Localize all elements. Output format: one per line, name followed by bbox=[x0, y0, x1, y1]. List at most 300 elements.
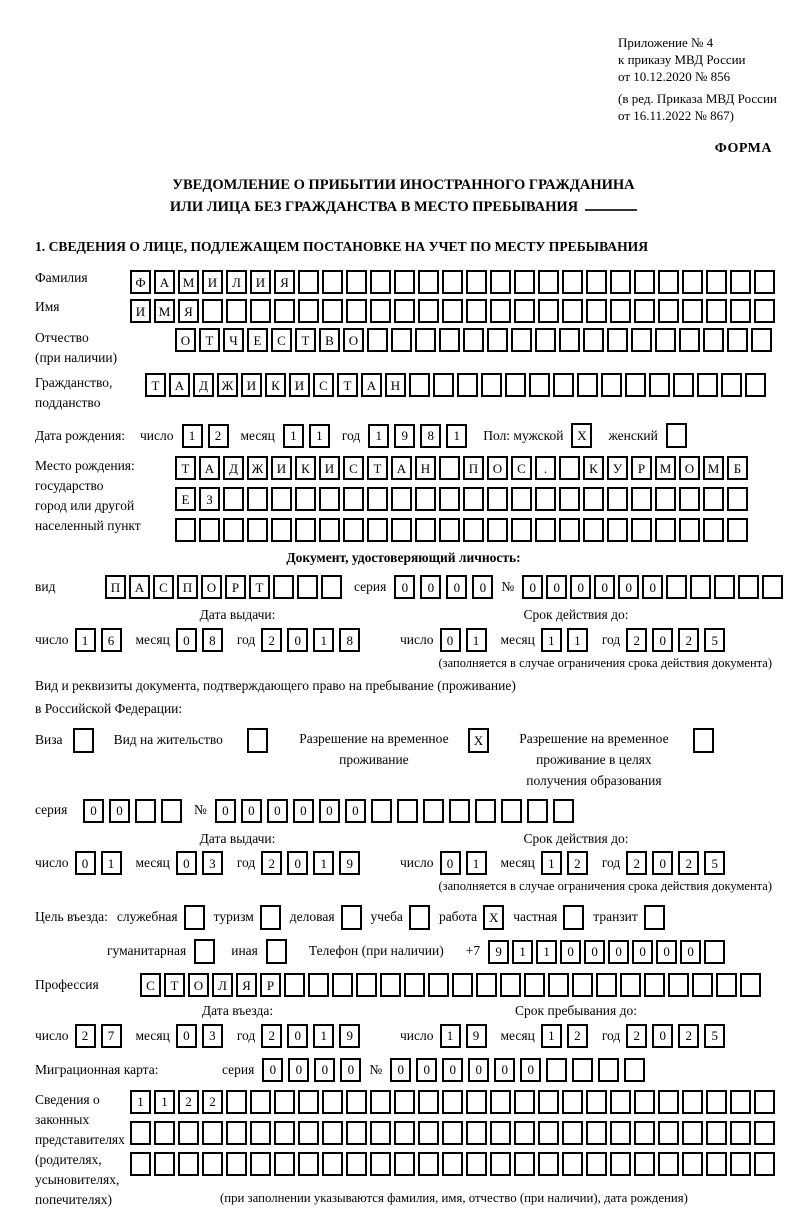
char-cell[interactable]: О bbox=[343, 328, 364, 352]
char-cell[interactable]: 0 bbox=[442, 1058, 463, 1082]
char-cell[interactable]: 1 bbox=[75, 628, 96, 652]
char-cell[interactable]: 2 bbox=[626, 851, 647, 875]
char-cell[interactable] bbox=[409, 373, 430, 397]
char-cell[interactable] bbox=[423, 799, 444, 823]
char-cell[interactable]: 0 bbox=[680, 940, 701, 964]
char-cell[interactable] bbox=[721, 373, 742, 397]
char-cell[interactable] bbox=[610, 1152, 631, 1176]
char-cell[interactable]: 0 bbox=[293, 799, 314, 823]
char-cell[interactable]: 2 bbox=[678, 1024, 699, 1048]
res-valid-month-boxes[interactable] bbox=[541, 851, 588, 875]
char-cell[interactable]: С bbox=[313, 373, 334, 397]
char-cell[interactable] bbox=[428, 973, 449, 997]
stay-day-boxes[interactable] bbox=[440, 1024, 487, 1048]
char-cell[interactable] bbox=[466, 1121, 487, 1145]
char-cell[interactable]: З bbox=[199, 487, 220, 511]
char-cell[interactable] bbox=[271, 518, 292, 542]
char-cell[interactable] bbox=[745, 373, 766, 397]
char-cell[interactable]: 0 bbox=[390, 1058, 411, 1082]
char-cell[interactable]: 1 bbox=[536, 940, 557, 964]
char-cell[interactable]: П bbox=[177, 575, 198, 599]
char-cell[interactable] bbox=[706, 270, 727, 294]
char-cell[interactable]: 0 bbox=[420, 575, 441, 599]
char-cell[interactable] bbox=[754, 270, 775, 294]
id-valid-day-boxes[interactable] bbox=[440, 628, 487, 652]
char-cell[interactable]: П bbox=[105, 575, 126, 599]
char-cell[interactable]: 2 bbox=[261, 1024, 282, 1048]
char-cell[interactable] bbox=[658, 299, 679, 323]
char-cell[interactable] bbox=[298, 1090, 319, 1114]
char-cell[interactable] bbox=[226, 1121, 247, 1145]
char-cell[interactable]: О bbox=[487, 456, 508, 480]
char-cell[interactable] bbox=[682, 270, 703, 294]
id-issue-year-boxes[interactable] bbox=[261, 628, 360, 652]
char-cell[interactable]: Е bbox=[247, 328, 268, 352]
char-cell[interactable]: Р bbox=[260, 973, 281, 997]
char-cell[interactable]: Т bbox=[249, 575, 270, 599]
char-cell[interactable]: Я bbox=[178, 299, 199, 323]
char-cell[interactable] bbox=[247, 487, 268, 511]
char-cell[interactable] bbox=[394, 270, 415, 294]
char-cell[interactable]: 1 bbox=[541, 851, 562, 875]
char-cell[interactable] bbox=[730, 299, 751, 323]
char-cell[interactable] bbox=[154, 1152, 175, 1176]
char-cell[interactable] bbox=[202, 1121, 223, 1145]
char-cell[interactable] bbox=[610, 1121, 631, 1145]
char-cell[interactable]: У bbox=[607, 456, 628, 480]
char-cell[interactable]: 0 bbox=[287, 851, 308, 875]
char-cell[interactable] bbox=[658, 1152, 679, 1176]
char-cell[interactable] bbox=[559, 328, 580, 352]
char-cell[interactable]: О bbox=[201, 575, 222, 599]
birth-year-boxes[interactable] bbox=[368, 424, 467, 448]
stay-month-boxes[interactable] bbox=[541, 1024, 588, 1048]
char-cell[interactable] bbox=[367, 328, 388, 352]
char-cell[interactable]: 9 bbox=[339, 851, 360, 875]
char-cell[interactable]: 9 bbox=[339, 1024, 360, 1048]
char-cell[interactable] bbox=[644, 973, 665, 997]
res-issue-day-boxes[interactable] bbox=[75, 851, 122, 875]
temp-residence-checkbox[interactable]: X bbox=[468, 728, 489, 753]
char-cell[interactable] bbox=[559, 487, 580, 511]
char-cell[interactable]: К bbox=[295, 456, 316, 480]
char-cell[interactable]: 0 bbox=[176, 851, 197, 875]
char-cell[interactable]: О bbox=[679, 456, 700, 480]
char-cell[interactable] bbox=[610, 299, 631, 323]
char-cell[interactable] bbox=[250, 1090, 271, 1114]
char-cell[interactable] bbox=[562, 1152, 583, 1176]
patronymic-boxes[interactable] bbox=[175, 328, 772, 352]
char-cell[interactable] bbox=[754, 1121, 775, 1145]
char-cell[interactable] bbox=[322, 270, 343, 294]
char-cell[interactable]: Л bbox=[226, 270, 247, 294]
char-cell[interactable] bbox=[586, 270, 607, 294]
char-cell[interactable] bbox=[690, 575, 711, 599]
firstname-boxes[interactable] bbox=[130, 299, 775, 323]
char-cell[interactable] bbox=[553, 373, 574, 397]
char-cell[interactable] bbox=[247, 518, 268, 542]
char-cell[interactable] bbox=[457, 373, 478, 397]
char-cell[interactable]: К bbox=[265, 373, 286, 397]
phone-boxes[interactable] bbox=[488, 940, 725, 964]
res-valid-year-boxes[interactable] bbox=[626, 851, 725, 875]
char-cell[interactable] bbox=[371, 799, 392, 823]
char-cell[interactable] bbox=[754, 1152, 775, 1176]
char-cell[interactable]: 1 bbox=[313, 628, 334, 652]
char-cell[interactable]: 0 bbox=[494, 1058, 515, 1082]
char-cell[interactable] bbox=[346, 1090, 367, 1114]
char-cell[interactable]: Ф bbox=[130, 270, 151, 294]
char-cell[interactable] bbox=[284, 973, 305, 997]
birth-month-boxes[interactable] bbox=[283, 424, 330, 448]
char-cell[interactable] bbox=[583, 487, 604, 511]
char-cell[interactable] bbox=[610, 270, 631, 294]
char-cell[interactable] bbox=[658, 1090, 679, 1114]
char-cell[interactable] bbox=[367, 487, 388, 511]
char-cell[interactable] bbox=[404, 973, 425, 997]
char-cell[interactable] bbox=[346, 1121, 367, 1145]
char-cell[interactable] bbox=[514, 1090, 535, 1114]
char-cell[interactable] bbox=[394, 1152, 415, 1176]
char-cell[interactable]: 1 bbox=[101, 851, 122, 875]
char-cell[interactable] bbox=[135, 799, 156, 823]
char-cell[interactable] bbox=[346, 1152, 367, 1176]
char-cell[interactable]: О bbox=[188, 973, 209, 997]
char-cell[interactable] bbox=[601, 373, 622, 397]
birth-day-boxes[interactable] bbox=[182, 424, 229, 448]
char-cell[interactable] bbox=[727, 487, 748, 511]
char-cell[interactable] bbox=[738, 575, 759, 599]
profession-boxes[interactable] bbox=[140, 973, 761, 997]
char-cell[interactable]: Р bbox=[225, 575, 246, 599]
char-cell[interactable]: 0 bbox=[394, 575, 415, 599]
char-cell[interactable] bbox=[418, 299, 439, 323]
id-valid-month-boxes[interactable] bbox=[541, 628, 588, 652]
char-cell[interactable]: 0 bbox=[440, 851, 461, 875]
char-cell[interactable] bbox=[727, 328, 748, 352]
char-cell[interactable]: 0 bbox=[83, 799, 104, 823]
char-cell[interactable]: Т bbox=[145, 373, 166, 397]
char-cell[interactable]: 0 bbox=[652, 628, 673, 652]
char-cell[interactable]: 0 bbox=[176, 628, 197, 652]
char-cell[interactable] bbox=[559, 518, 580, 542]
reps-row2-boxes[interactable] bbox=[130, 1121, 775, 1145]
char-cell[interactable] bbox=[346, 270, 367, 294]
char-cell[interactable] bbox=[631, 328, 652, 352]
char-cell[interactable] bbox=[322, 1152, 343, 1176]
char-cell[interactable]: 9 bbox=[394, 424, 415, 448]
id-issue-month-boxes[interactable] bbox=[176, 628, 223, 652]
char-cell[interactable]: 1 bbox=[446, 424, 467, 448]
char-cell[interactable] bbox=[514, 270, 535, 294]
char-cell[interactable]: 2 bbox=[626, 628, 647, 652]
char-cell[interactable]: П bbox=[463, 456, 484, 480]
char-cell[interactable]: 1 bbox=[182, 424, 203, 448]
char-cell[interactable] bbox=[490, 1090, 511, 1114]
char-cell[interactable] bbox=[703, 487, 724, 511]
char-cell[interactable]: 0 bbox=[522, 575, 543, 599]
char-cell[interactable] bbox=[634, 270, 655, 294]
sex-female-checkbox[interactable] bbox=[666, 423, 687, 448]
char-cell[interactable]: 0 bbox=[241, 799, 262, 823]
char-cell[interactable] bbox=[668, 973, 689, 997]
reps-row3-boxes[interactable] bbox=[130, 1152, 775, 1176]
char-cell[interactable] bbox=[418, 1090, 439, 1114]
char-cell[interactable]: 2 bbox=[261, 628, 282, 652]
char-cell[interactable]: 5 bbox=[704, 628, 725, 652]
char-cell[interactable] bbox=[692, 973, 713, 997]
char-cell[interactable] bbox=[754, 1090, 775, 1114]
res-series-boxes[interactable] bbox=[83, 799, 182, 823]
char-cell[interactable] bbox=[598, 1058, 619, 1082]
char-cell[interactable] bbox=[535, 518, 556, 542]
char-cell[interactable] bbox=[298, 1121, 319, 1145]
entry-day-boxes[interactable] bbox=[75, 1024, 122, 1048]
char-cell[interactable] bbox=[577, 373, 598, 397]
char-cell[interactable] bbox=[343, 518, 364, 542]
char-cell[interactable] bbox=[546, 1058, 567, 1082]
char-cell[interactable] bbox=[449, 799, 470, 823]
char-cell[interactable] bbox=[475, 799, 496, 823]
char-cell[interactable] bbox=[356, 973, 377, 997]
visa-checkbox[interactable] bbox=[73, 728, 94, 753]
char-cell[interactable] bbox=[730, 1121, 751, 1145]
char-cell[interactable] bbox=[562, 1090, 583, 1114]
char-cell[interactable]: 2 bbox=[261, 851, 282, 875]
char-cell[interactable] bbox=[332, 973, 353, 997]
char-cell[interactable]: 0 bbox=[440, 628, 461, 652]
char-cell[interactable] bbox=[727, 518, 748, 542]
char-cell[interactable]: Н bbox=[415, 456, 436, 480]
sex-male-checkbox[interactable]: X bbox=[571, 423, 592, 448]
char-cell[interactable] bbox=[620, 973, 641, 997]
char-cell[interactable] bbox=[514, 1121, 535, 1145]
char-cell[interactable] bbox=[548, 973, 569, 997]
char-cell[interactable] bbox=[298, 299, 319, 323]
char-cell[interactable] bbox=[714, 575, 735, 599]
char-cell[interactable]: 0 bbox=[446, 575, 467, 599]
res-issue-month-boxes[interactable] bbox=[176, 851, 223, 875]
char-cell[interactable] bbox=[706, 299, 727, 323]
char-cell[interactable] bbox=[130, 1152, 151, 1176]
char-cell[interactable]: 0 bbox=[584, 940, 605, 964]
char-cell[interactable] bbox=[297, 575, 318, 599]
char-cell[interactable]: 0 bbox=[287, 628, 308, 652]
char-cell[interactable] bbox=[655, 487, 676, 511]
char-cell[interactable]: 1 bbox=[466, 851, 487, 875]
char-cell[interactable] bbox=[610, 1090, 631, 1114]
char-cell[interactable]: 0 bbox=[109, 799, 130, 823]
char-cell[interactable]: 1 bbox=[466, 628, 487, 652]
char-cell[interactable] bbox=[583, 328, 604, 352]
char-cell[interactable] bbox=[367, 518, 388, 542]
char-cell[interactable]: Я bbox=[274, 270, 295, 294]
char-cell[interactable] bbox=[655, 328, 676, 352]
residence-permit-checkbox[interactable] bbox=[247, 728, 268, 753]
char-cell[interactable]: . bbox=[535, 456, 556, 480]
char-cell[interactable] bbox=[631, 518, 652, 542]
char-cell[interactable] bbox=[308, 973, 329, 997]
char-cell[interactable]: М bbox=[154, 299, 175, 323]
char-cell[interactable]: 0 bbox=[656, 940, 677, 964]
char-cell[interactable]: Е bbox=[175, 487, 196, 511]
char-cell[interactable] bbox=[511, 518, 532, 542]
char-cell[interactable]: 3 bbox=[202, 851, 223, 875]
char-cell[interactable] bbox=[250, 1152, 271, 1176]
char-cell[interactable] bbox=[704, 940, 725, 964]
char-cell[interactable] bbox=[343, 487, 364, 511]
char-cell[interactable]: Д bbox=[223, 456, 244, 480]
char-cell[interactable] bbox=[442, 270, 463, 294]
char-cell[interactable]: А bbox=[169, 373, 190, 397]
char-cell[interactable]: 0 bbox=[319, 799, 340, 823]
char-cell[interactable] bbox=[298, 1152, 319, 1176]
char-cell[interactable]: А bbox=[361, 373, 382, 397]
id-valid-year-boxes[interactable] bbox=[626, 628, 725, 652]
mig-series-boxes[interactable] bbox=[262, 1058, 361, 1082]
char-cell[interactable] bbox=[607, 518, 628, 542]
char-cell[interactable] bbox=[538, 270, 559, 294]
char-cell[interactable]: 0 bbox=[652, 1024, 673, 1048]
char-cell[interactable] bbox=[394, 1121, 415, 1145]
char-cell[interactable]: 0 bbox=[594, 575, 615, 599]
char-cell[interactable] bbox=[487, 328, 508, 352]
char-cell[interactable] bbox=[226, 1090, 247, 1114]
char-cell[interactable] bbox=[271, 487, 292, 511]
char-cell[interactable]: 1 bbox=[309, 424, 330, 448]
char-cell[interactable] bbox=[452, 973, 473, 997]
char-cell[interactable] bbox=[751, 328, 772, 352]
char-cell[interactable]: 0 bbox=[176, 1024, 197, 1048]
transit-checkbox[interactable] bbox=[644, 905, 665, 930]
res-number-boxes[interactable] bbox=[215, 799, 574, 823]
char-cell[interactable] bbox=[481, 373, 502, 397]
char-cell[interactable] bbox=[730, 270, 751, 294]
char-cell[interactable] bbox=[161, 799, 182, 823]
char-cell[interactable]: Т bbox=[337, 373, 358, 397]
char-cell[interactable] bbox=[274, 1152, 295, 1176]
char-cell[interactable]: А bbox=[154, 270, 175, 294]
char-cell[interactable]: 0 bbox=[652, 851, 673, 875]
char-cell[interactable] bbox=[679, 487, 700, 511]
char-cell[interactable]: 1 bbox=[368, 424, 389, 448]
char-cell[interactable] bbox=[322, 1121, 343, 1145]
char-cell[interactable]: А bbox=[129, 575, 150, 599]
char-cell[interactable] bbox=[586, 1121, 607, 1145]
char-cell[interactable] bbox=[562, 1121, 583, 1145]
char-cell[interactable] bbox=[562, 299, 583, 323]
char-cell[interactable] bbox=[295, 518, 316, 542]
citizenship-boxes[interactable] bbox=[145, 373, 766, 397]
char-cell[interactable]: 2 bbox=[678, 628, 699, 652]
char-cell[interactable]: И bbox=[202, 270, 223, 294]
char-cell[interactable] bbox=[706, 1121, 727, 1145]
business-checkbox[interactable] bbox=[341, 905, 362, 930]
char-cell[interactable] bbox=[634, 1090, 655, 1114]
char-cell[interactable]: 0 bbox=[262, 1058, 283, 1082]
stay-year-boxes[interactable] bbox=[626, 1024, 725, 1048]
char-cell[interactable] bbox=[391, 328, 412, 352]
char-cell[interactable] bbox=[322, 299, 343, 323]
mig-number-boxes[interactable] bbox=[390, 1058, 645, 1082]
official-checkbox[interactable] bbox=[184, 905, 205, 930]
char-cell[interactable]: 6 bbox=[101, 628, 122, 652]
char-cell[interactable] bbox=[199, 518, 220, 542]
char-cell[interactable] bbox=[274, 1090, 295, 1114]
char-cell[interactable] bbox=[754, 299, 775, 323]
char-cell[interactable] bbox=[346, 299, 367, 323]
char-cell[interactable] bbox=[476, 973, 497, 997]
char-cell[interactable]: 0 bbox=[287, 1024, 308, 1048]
work-checkbox[interactable]: X bbox=[483, 905, 504, 930]
char-cell[interactable] bbox=[415, 518, 436, 542]
char-cell[interactable]: Д bbox=[193, 373, 214, 397]
char-cell[interactable]: 0 bbox=[472, 575, 493, 599]
char-cell[interactable] bbox=[370, 270, 391, 294]
char-cell[interactable] bbox=[682, 1152, 703, 1176]
entry-year-boxes[interactable] bbox=[261, 1024, 360, 1048]
char-cell[interactable] bbox=[538, 1090, 559, 1114]
char-cell[interactable]: Ж bbox=[247, 456, 268, 480]
char-cell[interactable]: С bbox=[343, 456, 364, 480]
char-cell[interactable] bbox=[391, 487, 412, 511]
char-cell[interactable]: 0 bbox=[560, 940, 581, 964]
char-cell[interactable]: 7 bbox=[101, 1024, 122, 1048]
char-cell[interactable] bbox=[490, 270, 511, 294]
char-cell[interactable] bbox=[319, 518, 340, 542]
char-cell[interactable]: 1 bbox=[567, 628, 588, 652]
char-cell[interactable] bbox=[175, 518, 196, 542]
char-cell[interactable]: 2 bbox=[178, 1090, 199, 1114]
humanitarian-checkbox[interactable] bbox=[194, 939, 215, 964]
char-cell[interactable]: 0 bbox=[267, 799, 288, 823]
char-cell[interactable]: 1 bbox=[154, 1090, 175, 1114]
id-number-boxes[interactable] bbox=[522, 575, 783, 599]
char-cell[interactable] bbox=[538, 299, 559, 323]
char-cell[interactable] bbox=[442, 1152, 463, 1176]
char-cell[interactable]: Т bbox=[175, 456, 196, 480]
char-cell[interactable]: 0 bbox=[618, 575, 639, 599]
entry-month-boxes[interactable] bbox=[176, 1024, 223, 1048]
char-cell[interactable] bbox=[529, 373, 550, 397]
char-cell[interactable] bbox=[178, 1121, 199, 1145]
char-cell[interactable] bbox=[706, 1090, 727, 1114]
birthplace-row2-boxes[interactable] bbox=[175, 487, 748, 511]
char-cell[interactable]: И bbox=[271, 456, 292, 480]
char-cell[interactable] bbox=[682, 299, 703, 323]
char-cell[interactable] bbox=[535, 328, 556, 352]
char-cell[interactable]: 8 bbox=[202, 628, 223, 652]
char-cell[interactable]: 3 bbox=[202, 1024, 223, 1048]
char-cell[interactable]: С bbox=[511, 456, 532, 480]
char-cell[interactable] bbox=[697, 373, 718, 397]
char-cell[interactable] bbox=[490, 1152, 511, 1176]
char-cell[interactable]: И bbox=[130, 299, 151, 323]
char-cell[interactable]: М bbox=[703, 456, 724, 480]
char-cell[interactable] bbox=[658, 1121, 679, 1145]
char-cell[interactable] bbox=[586, 1090, 607, 1114]
char-cell[interactable] bbox=[730, 1090, 751, 1114]
char-cell[interactable] bbox=[487, 518, 508, 542]
char-cell[interactable] bbox=[415, 487, 436, 511]
char-cell[interactable]: И bbox=[250, 270, 271, 294]
char-cell[interactable]: 1 bbox=[283, 424, 304, 448]
char-cell[interactable]: 1 bbox=[130, 1090, 151, 1114]
char-cell[interactable] bbox=[463, 328, 484, 352]
char-cell[interactable] bbox=[538, 1152, 559, 1176]
char-cell[interactable] bbox=[298, 270, 319, 294]
char-cell[interactable] bbox=[524, 973, 545, 997]
